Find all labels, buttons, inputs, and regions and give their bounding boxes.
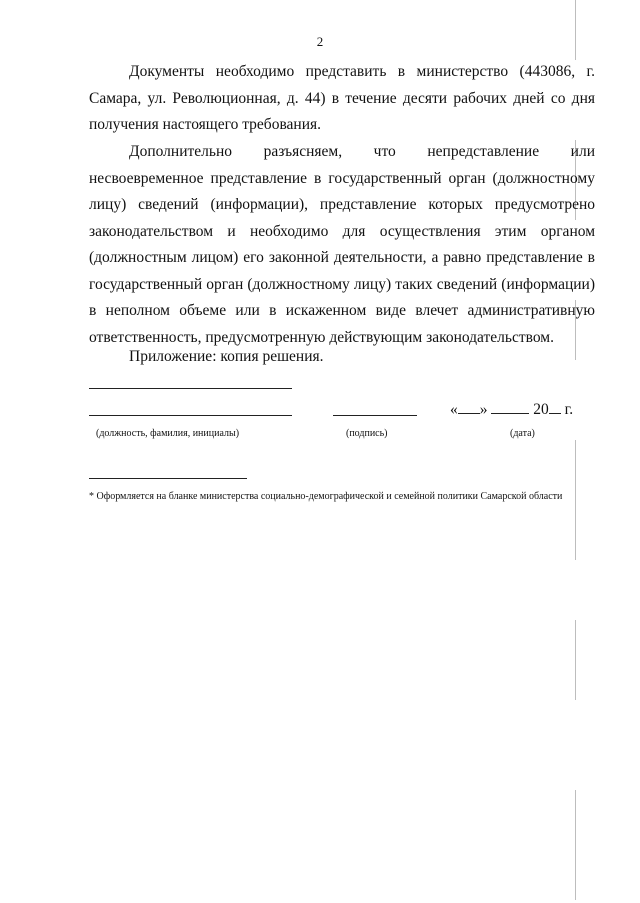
paragraph-text: Документы необходимо представить в министерство (443086, г. Самара, ул. Революционная, д. 44) в течение десяти рабочих дней со дня получения настоящего требования. — [89, 63, 595, 133]
date-year-prefix: 20 — [533, 401, 549, 418]
paragraph-text: Дополнительно разъясняем, что непредставление или несвоевременное представление в государственный орган (должностному лицу) сведений (информации), представление которых предусмотрено законодательством и необходимо для осуществления этим органом (должностным лицом) его законной деятельности, а равно представление в государственный орган (должностному лицу) таких сведений (информации) в неполном объеме или в искаженном виде влечет административную ответственность, предусмотренную действующим законодательством. — [89, 143, 595, 346]
signature-extra-line — [89, 388, 292, 389]
signature-line — [333, 415, 417, 416]
date-year-suffix: г. — [564, 401, 574, 418]
page-number: 2 — [316, 34, 324, 49]
position-caption: (должность, фамилия, инициалы) — [96, 428, 240, 439]
date-close-quote: » — [479, 401, 488, 418]
footnote: * Оформляется на бланке министерства социально-демографической и семейной политики Самарской области — [89, 491, 563, 502]
footnote-separator — [89, 478, 247, 479]
paragraph-liability — [89, 139, 595, 351]
date-caption: (дата) — [510, 428, 535, 439]
paragraph-attachment — [89, 344, 595, 371]
paragraph-text: Приложение: копия решения. — [129, 348, 324, 365]
paragraph-deadline — [89, 59, 595, 139]
date-year-blank — [549, 399, 561, 414]
date-field — [450, 399, 573, 419]
date-open-quote: « — [450, 401, 458, 418]
signature-caption: (подпись) — [346, 428, 388, 439]
date-month-blank — [491, 399, 529, 414]
position-line — [89, 415, 292, 416]
date-day-blank — [458, 399, 480, 414]
